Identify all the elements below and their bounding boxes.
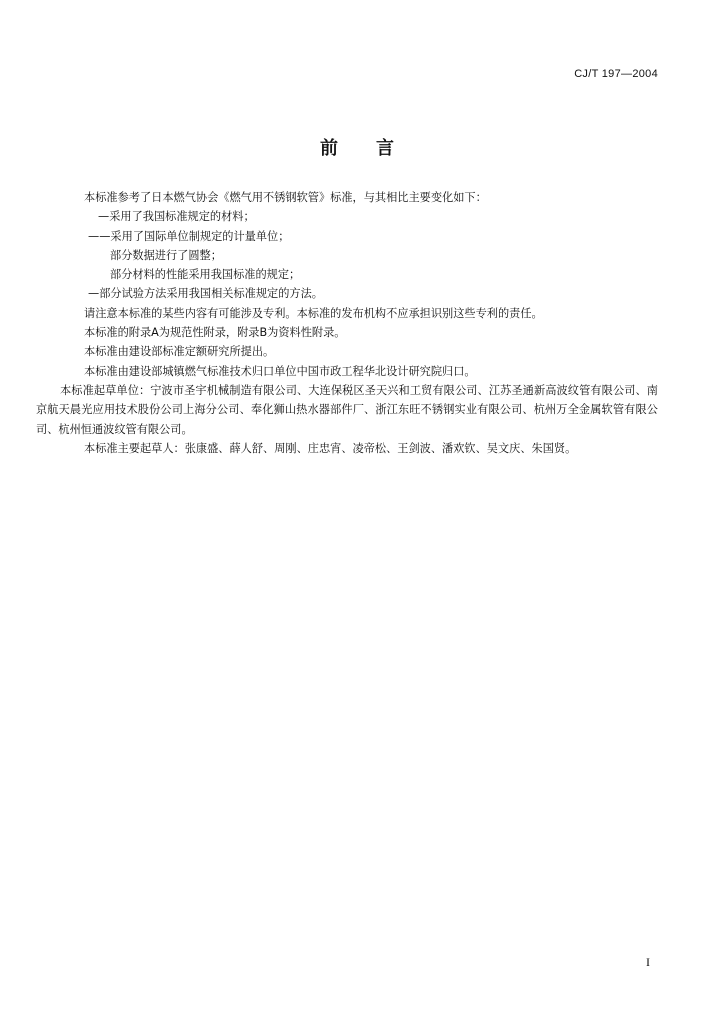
list-item-materials: —采用了我国标准规定的材料； <box>98 210 255 224</box>
paragraph-patent-notice: 请注意本标准的某些内容有可能涉及专利。本标准的发布机构不应承担识别这些专利的责任。 <box>84 306 543 320</box>
list-item-test-methods: —部分试验方法采用我国相关标准规定的方法。 <box>88 287 323 301</box>
list-item-properties: 部分材料的性能采用我国标准的规定； <box>110 268 301 282</box>
standard-code: CJ/T 197—2004 <box>574 68 658 80</box>
paragraph-annexes: 本标准的附录A为规范性附录，附录B为资料性附录。 <box>84 326 346 340</box>
list-item-rounding: 部分数据进行了圆整； <box>110 248 222 262</box>
paragraph-administrator: 本标准由建设部城镇燃气标准技术归口单位中国市政工程华北设计研究院归口。 <box>84 364 476 378</box>
document-body <box>36 188 658 458</box>
page-title: 前言 <box>320 138 432 159</box>
paragraph-drafters: 本标准主要起草人：张康盛、薛人舒、周刚、庄忠宵、凌帝松、王剑波、潘欢钦、吴文庆、朱国贤。 <box>84 441 577 455</box>
paragraph-proposer: 本标准由建设部标准定额研究所提出。 <box>84 345 275 359</box>
list-item-units: ——采用了国际单位制规定的计量单位； <box>88 229 290 243</box>
paragraph-intro: 本标准参考了日本燃气协会《燃气用不锈钢软管》标准，与其相比主要变化如下： <box>84 191 487 204</box>
paragraph-drafting-units: 本标准起草单位：宁波市圣宇机械制造有限公司、大连保税区圣天兴和工贸有限公司、江苏圣通新高波纹管有限公司、南京航天晨光应用技术股份公司上海分公司、奉化狮山热水器部件厂、浙江东旺不锈钢实业有限公司、杭州万全金属软管有限公司、杭州恒通波纹管有限公司。 <box>36 383 658 436</box>
page-number: I <box>646 955 650 969</box>
